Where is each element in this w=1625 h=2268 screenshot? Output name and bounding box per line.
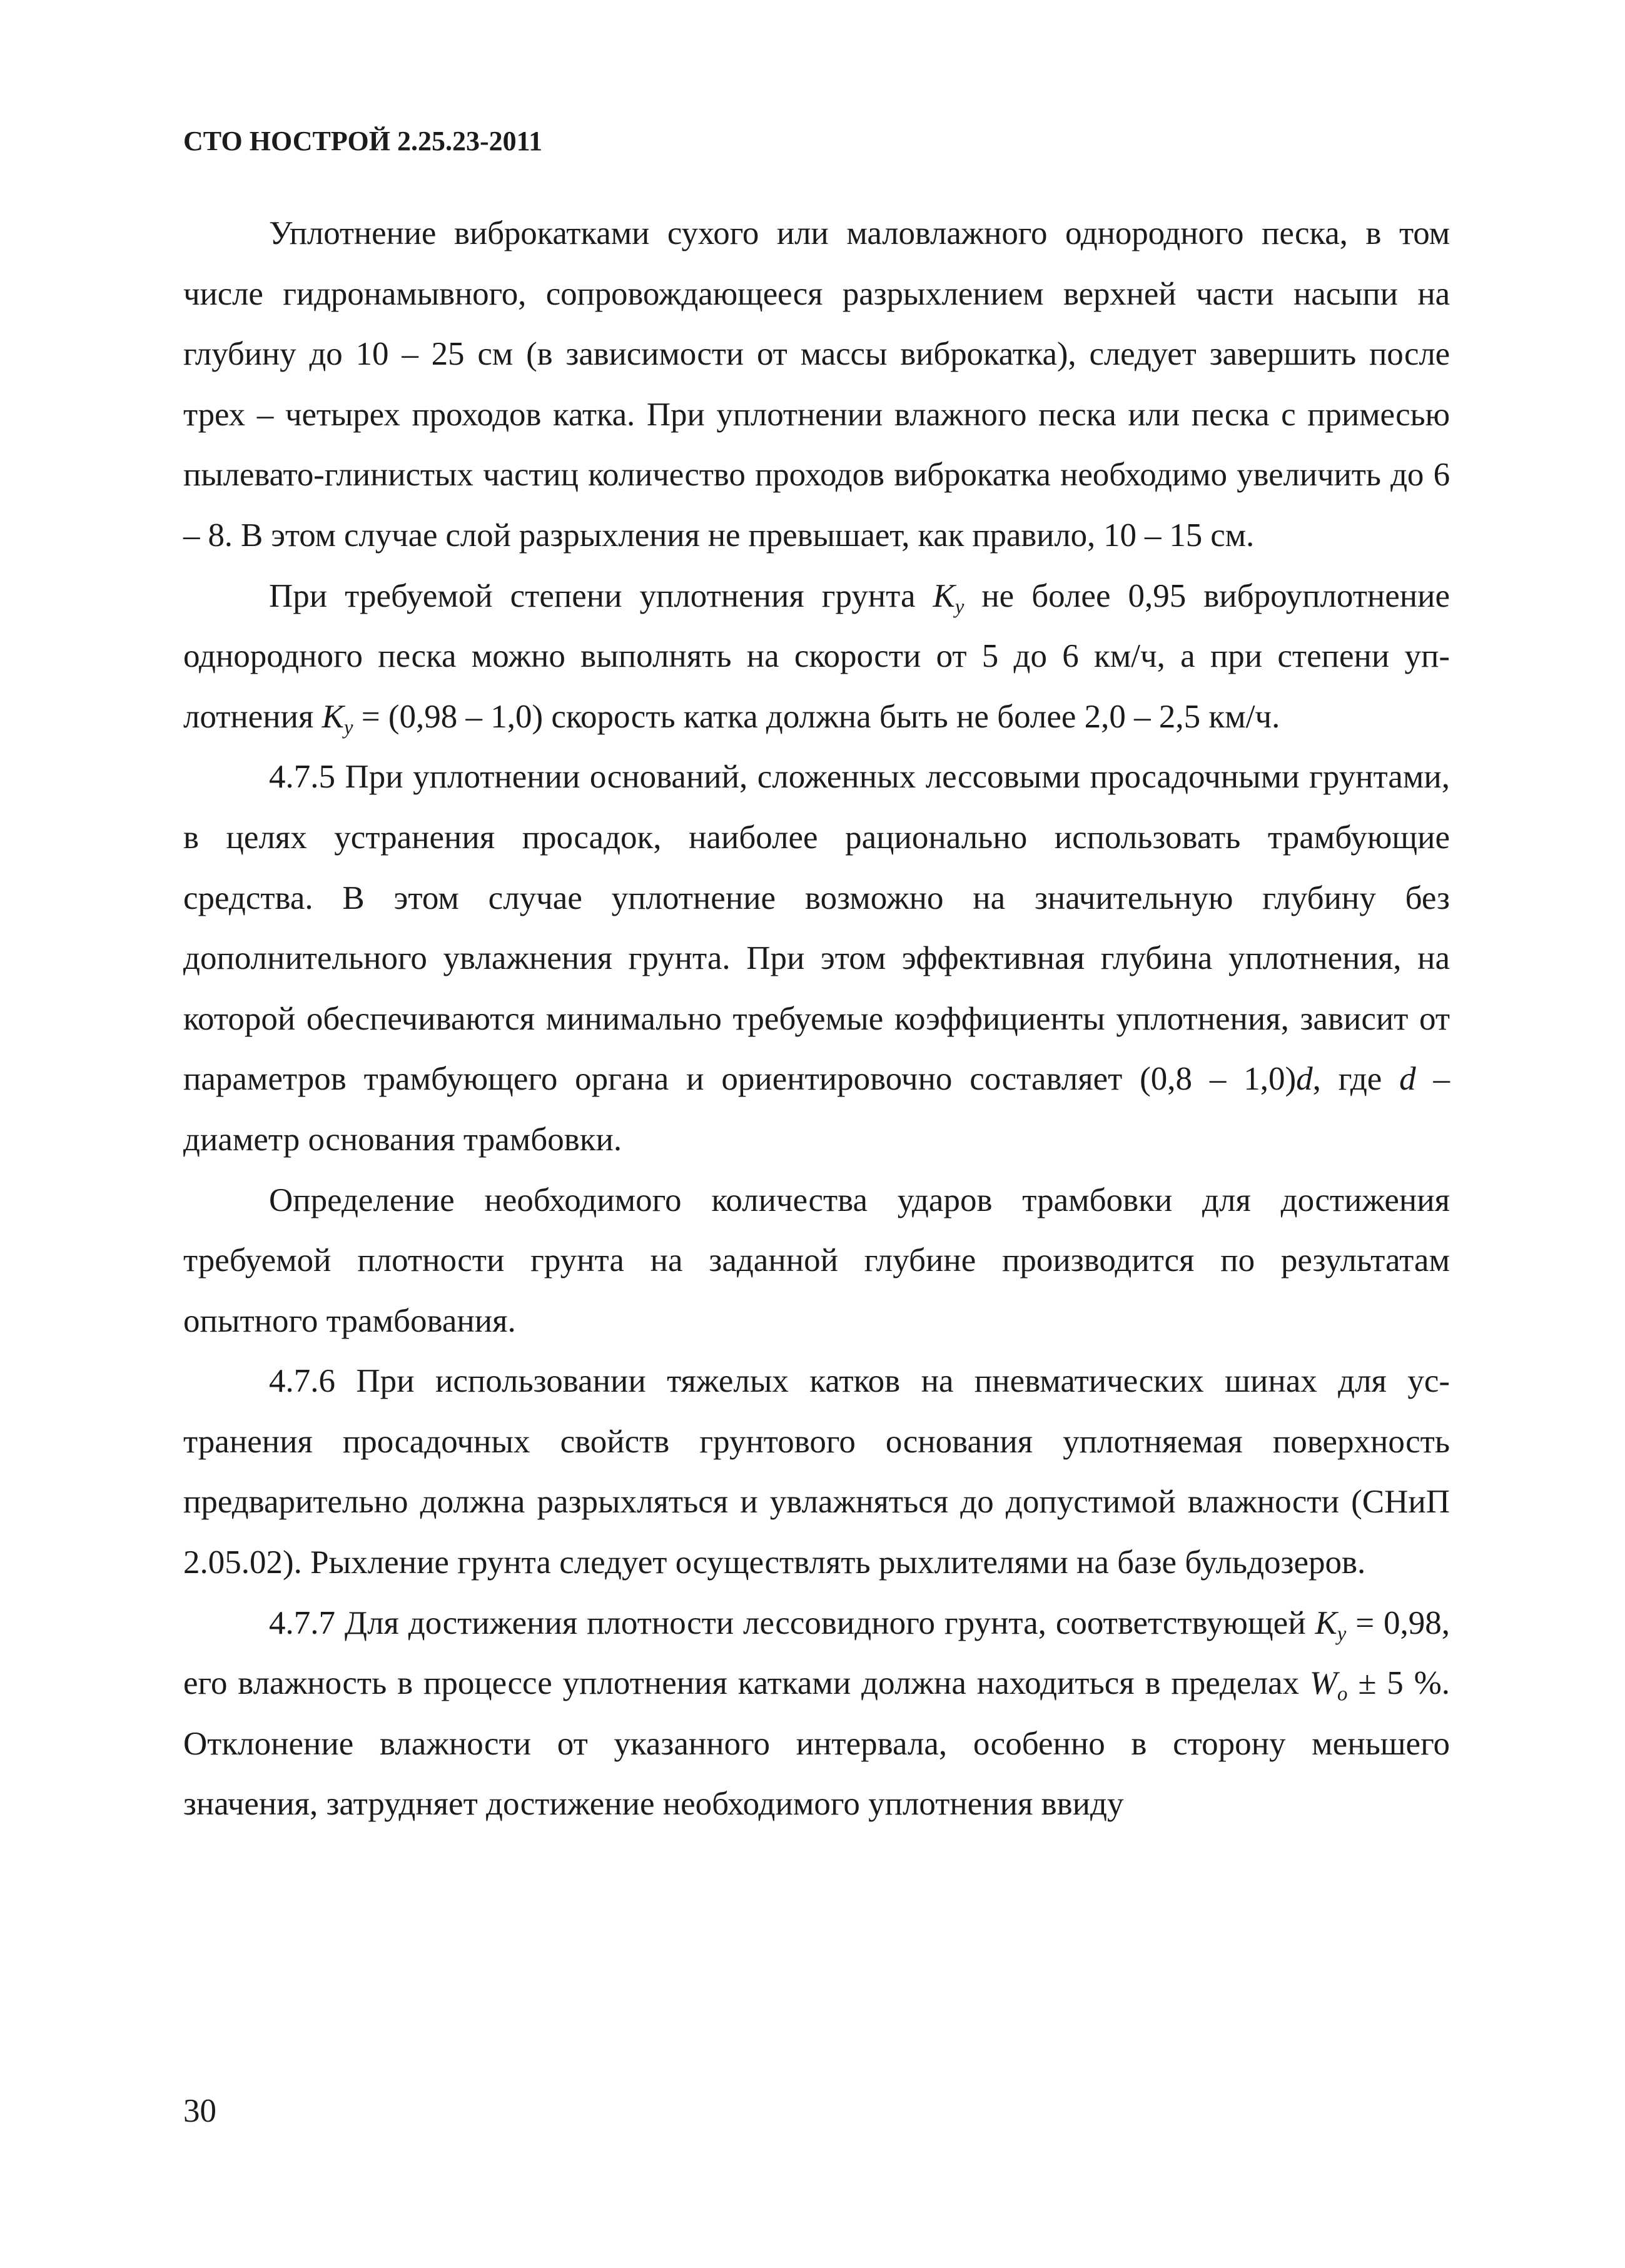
text-run: 4.7.5 При уплотнении оснований, сложенных лессовыми просадочными грунтами, в целях устранения просадок, наиболее рационально использовать трамбующие средства. В этом случае уплотнение возможно на значительную глубину без дополнительного увлажнения грунта. При этом эффективная глубина уплотнения, на которой обеспечиваются минимально требуемые коэффициенты уплотнения, зависит от параметров трамбующего органа и ориентировочно составляет (0,8 – 1,0) <box>183 759 1450 1098</box>
text-run: , где <box>1312 1061 1400 1098</box>
text-run: При требуемой степени уплотнения грунта <box>269 577 933 614</box>
body-text <box>183 203 1450 1835</box>
coefficient-symbol: $К_у$ <box>321 698 353 739</box>
paragraph-tamping-count: Определение необходимого количества ударов трамбовки для достижения требуемой плотности грунта на заданной глубине производится по результатам опытного трамбования. <box>183 1182 1450 1339</box>
coefficient-symbol: $К_у$ <box>1315 1604 1347 1646</box>
paragraph-compaction-speed <box>183 566 1450 747</box>
paragraph-4-7-6: 4.7.6 При использовании тяжелых катков на пневматических шинах для устранения просадочных свойств грунтового основания уплотняемая поверхность предварительно должна разрыхляться и увлажняться до допустимой влажности (СНиП 2.05.02). Рыхление грунта следует осуществлять рыхлителями на базе бульдозеров. <box>183 1363 1450 1581</box>
document-code-header: СТО НОСТРОЙ 2.25.23-2011 <box>183 126 543 156</box>
diameter-symbol: d <box>1296 1061 1313 1098</box>
text-run: ± 5 %. Отклонение влажности от указанного интервала, особенно в сторону меньшего значения, затрудняет достижение необходимого уплотнения ввиду <box>183 1665 1450 1823</box>
text-run: – диаметр основания трамбовки. <box>183 1061 1450 1158</box>
text-run: = 0,98, его влажность в процессе уплотнения катками должна находиться в пределах <box>183 1604 1450 1702</box>
coefficient-symbol: $К_у$ <box>933 577 964 619</box>
moisture-symbol: $W_o$ <box>1309 1665 1348 1706</box>
text-run: = (0,98 – 1,0) скорость катка должна быть не более 2,0 – 2,5 км/ч. <box>353 698 1280 735</box>
text-run: 4.7.7 Для достижения плотности лессовидного грунта, соответствующей <box>269 1604 1315 1641</box>
page-number: 30 <box>183 2093 216 2129</box>
text-run: не более 0,95 виброуплотнение однородного песка можно выполнять на скорости от 5 до 6 км/ч, а при степени уплотнения <box>183 577 1450 735</box>
paragraph-4-7-7 <box>183 1593 1450 1835</box>
diameter-symbol: d <box>1399 1061 1416 1098</box>
paragraph-4-7-5 <box>183 747 1450 1170</box>
paragraph-vibro-roller-compaction: Уплотнение виброкатками сухого или маловлажного однородного песка, в том числе гидронамывного, сопровождающееся разрыхлением верхней части насыпи на глубину до 10 – 25 см (в зависимости от массы виброкатка), следует завершить после трех – четырех проходов катка. При уплотнении влажного песка или песка с примесью пылевато-глинистых частиц количество проходов виброкатка необходимо увеличить до 6 – 8. В этом случае слой разрыхления не превышает, как правило, 10 – 15 см. <box>183 215 1450 554</box>
